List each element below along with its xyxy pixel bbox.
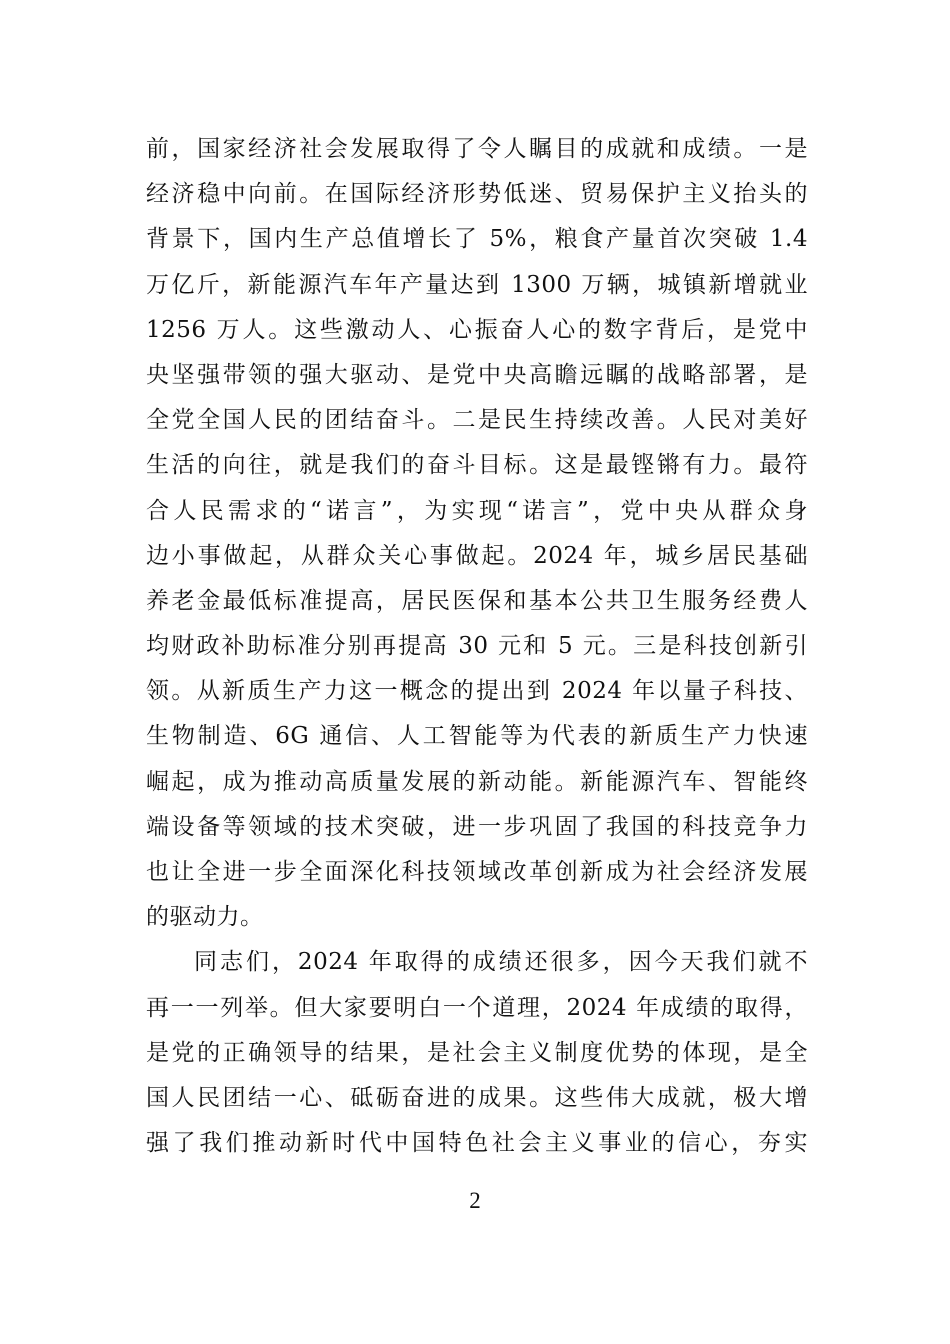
text-line: 再一一列举。但大家要明白一个道理，2024 年成绩的取得， bbox=[146, 994, 808, 1021]
body-text bbox=[146, 127, 808, 1166]
text-line: 生物制造、6G 通信、人工智能等为代表的新质生产力快速 bbox=[146, 723, 808, 750]
text-line: 前，国家经济社会发展取得了令人瞩目的成就和成绩。一是 bbox=[146, 136, 808, 162]
text-line: 的驱动力。 bbox=[146, 904, 264, 931]
text-line: 全党全国人民的团结奋斗。二是民生持续改善。人民对美好 bbox=[146, 407, 808, 434]
text-line: 领。从新质生产力这一概念的提出到 2024 年以量子科技、 bbox=[146, 678, 808, 705]
text-line: 国人民团结一心、砥砺奋进的成果。这些伟大成就，极大增 bbox=[146, 1084, 808, 1111]
text-line: 也让全进一步全面深化科技领域改革创新成为社会经济发展 bbox=[146, 859, 808, 885]
text-line: 生活的向往，就是我们的奋斗目标。这是最铿锵有力。最符 bbox=[146, 452, 808, 479]
text-line: 均财政补助标准分别再提高 30 元和 5 元。三是科技创新引 bbox=[146, 633, 808, 660]
text-line: 强了我们推动新时代中国特色社会主义事业的信心，夯实 bbox=[146, 1130, 808, 1157]
text-line: 合人民需求的“诺言”，为实现“诺言”，党中央从群众身 bbox=[146, 497, 808, 524]
text-line: 端设备等领域的技术突破，进一步巩固了我国的科技竞争力 bbox=[146, 813, 808, 840]
paragraph-first-line: 同志们，2024 年取得的成绩还很多，因今天我们就不 bbox=[194, 949, 808, 976]
text-line: 养老金最低标准提高，居民医保和基本公共卫生服务经费人 bbox=[146, 587, 808, 614]
text-line: 崛起，成为推动高质量发展的新动能。新能源汽车、智能终 bbox=[146, 768, 808, 795]
text-line: 是党的正确领导的结果，是社会主义制度优势的体现，是全 bbox=[146, 1039, 808, 1066]
text-line: 央坚强带领的强大驱动、是党中央高瞻远瞩的战略部署，是 bbox=[146, 361, 808, 388]
text-line: 边小事做起，从群众关心事做起。2024 年，城乡居民基础 bbox=[146, 542, 808, 569]
text-line: 背景下，国内生产总值增长了 5%，粮食产量首次突破 1.4 bbox=[146, 226, 808, 253]
text-line: 1256 万人。这些激动人、心振奋人心的数字背后，是党中 bbox=[146, 316, 808, 343]
text-line: 经济稳中向前。在国际经济形势低迷、贸易保护主义抬头的 bbox=[146, 181, 808, 208]
text-line: 万亿斤，新能源汽车年产量达到 1300 万辆，城镇新增就业 bbox=[146, 271, 808, 298]
page-number: 2 bbox=[469, 1188, 481, 1213]
